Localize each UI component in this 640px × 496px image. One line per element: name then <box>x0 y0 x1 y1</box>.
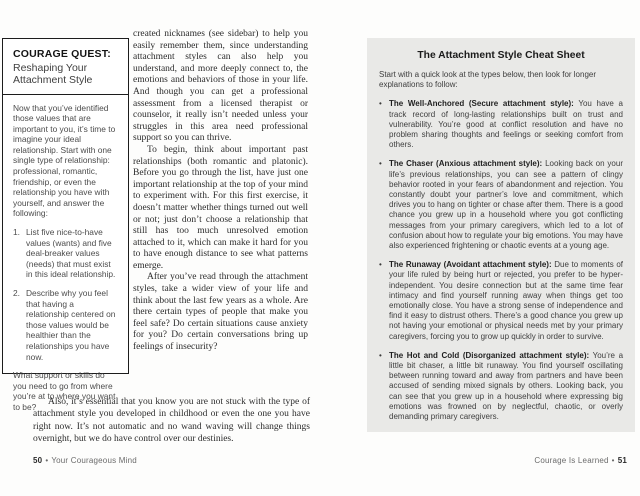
list-item <box>379 260 623 342</box>
sidebar-outro: What support or skills do you need to go from where you’re at to where you want to be? <box>13 370 116 412</box>
attachment-style-name: The Chaser (Anxious attachment style): <box>389 159 543 169</box>
cheat-sheet-intro: Start with a quick look at the types below, then look for longer explanations to follow: <box>379 70 597 90</box>
attachment-style-entry <box>389 159 623 251</box>
sidebar-title-kicker: COURAGE QUEST: <box>13 48 111 60</box>
footer-separator: • <box>611 456 615 465</box>
cheat-sheet-box <box>367 38 635 432</box>
running-head: Courage Is Learned <box>534 456 609 465</box>
left-page-footer <box>33 456 137 465</box>
list-item <box>13 288 119 362</box>
sidebar-intro: Now that you’ve identified those values that are important to you, it’s time to imagine your ideal relationship. Start with one single type of relationship: professional, romantic, friendship, or even the relationship you have with yourself, and answer the following: <box>13 102 116 219</box>
bottom-paragraph: Also, it’s essential that you know you are not stuck with the type of attachment style you developed in childhood or even the one you have right now. It’s not automatic and no wand waving will change things overnight, but we do have control over our destinies. <box>33 397 310 444</box>
list-item-number: 1. <box>13 227 20 238</box>
body-text-column <box>133 29 308 354</box>
attachment-style-name: The Runaway (Avoidant attachment style): <box>389 260 552 270</box>
list-item <box>379 351 623 422</box>
attachment-style-description: Due to moments of your life ruled by being hurt or rejected, you prefer to be hyper-independent. You desire connection but at the same time fear intimacy and find yourself running away when things get too emotionally close. You have a strong sense of independence and find it easy to distrust others. There’s a good chance you grew up not having your emotional or physical needs met by your primary caregivers, forcing you to grow up quickly in order to survive. <box>389 260 624 341</box>
attachment-style-entry <box>389 99 623 150</box>
footer-separator: • <box>45 456 49 465</box>
running-head: Your Courageous Mind <box>51 456 137 465</box>
attachment-style-name: The Well-Anchored (Secure attachment style): <box>389 99 574 109</box>
right-page-footer <box>534 456 627 465</box>
page-number: 51 <box>617 456 627 465</box>
attachment-style-description: You have a track record of long-lasting relationships built on trust and vulnerability. You’re good at conflict resolution and have no problem sharing thoughts and feelings or seeking comfort from others. <box>389 99 623 150</box>
cheat-sheet-title: The Attachment Style Cheat Sheet <box>417 50 585 61</box>
bullet-icon: • <box>379 99 382 109</box>
bullet-icon: • <box>379 350 382 360</box>
attachment-style-name: The Hot and Cold (Disorganized attachment style): <box>389 350 590 360</box>
list-item-number: 2. <box>13 288 20 298</box>
attachment-style-description: You’re a little bit chaser, a little bit runaway. You find yourself oscillating between running toward and away from partners and have been accused of sending mixed signals by others. Looking back, you can see that you grew up in a household where expressing big emotions was frowned on by neglectful, chaotic, or overly demanding primary caregivers. <box>389 350 624 422</box>
attachment-style-entry <box>389 351 623 422</box>
bullet-icon: • <box>379 260 382 270</box>
list-item <box>379 159 623 251</box>
page-number: 50 <box>33 456 43 465</box>
list-item <box>13 227 119 280</box>
paragraph: created nicknames (see sidebar) to help you easily remember them, since understanding attachment styles can also help you understand, and more deeply connect to, the emotions and behaviors of those in your life. And though you can get a professional assessment from a licensed therapist or counselor, it really isn’t needed unless your struggles in this area need professional support so you can thrive. <box>133 29 308 144</box>
bullet-icon: • <box>379 159 382 169</box>
paragraph: To begin, think about important past relationships (both romantic and platonic). Before you go through the list, have just one important relationship at the top of your mind to experiment with. For this first exercise, it doesn’t matter whether things turned out well or not; just don’t choose a relationship that still has too much unresolved emotion attached to it, which can make it hard for you to have enough distance to see what patterns emerge. <box>133 144 308 271</box>
sidebar-body <box>3 95 128 427</box>
paragraph: After you’ve read through the attachment styles, take a wider view of your life and think about the last few years as a whole. Are there certain types of people that make you feel safe? Do certain situations cause anxiety for you? Do certain conversations bring up feelings of insecurity? <box>133 272 308 353</box>
sidebar-title: Reshaping Your Attachment Style <box>13 61 93 86</box>
attachment-style-description: Looking back on your life’s previous relationships, you can see a pattern of clingy behavior rooted in your fears of abandonment and rejection. You constantly doubt your partner’s love and commitment, which drives you to hang on tighter or chase after them. There is a good chance you grew up in a household where you got conflicting messages from your primary caregivers, which led to a lot of confusion about how to regulate your big emotions. You may have also experienced frightening or chaotic events at a young age. <box>389 159 623 251</box>
courage-quest-sidebar <box>2 38 129 412</box>
list-item-text: List five nice-to-have values (wants) and five deal-breaker values (needs) that must exist in this ideal relationship. <box>26 227 116 280</box>
list-item-text: Describe why you feel that having a relationship centered on those values would be healthier than the relationships you have now. <box>26 288 116 362</box>
list-item <box>379 99 623 150</box>
sidebar-header <box>3 39 128 95</box>
attachment-style-entry <box>389 260 623 342</box>
